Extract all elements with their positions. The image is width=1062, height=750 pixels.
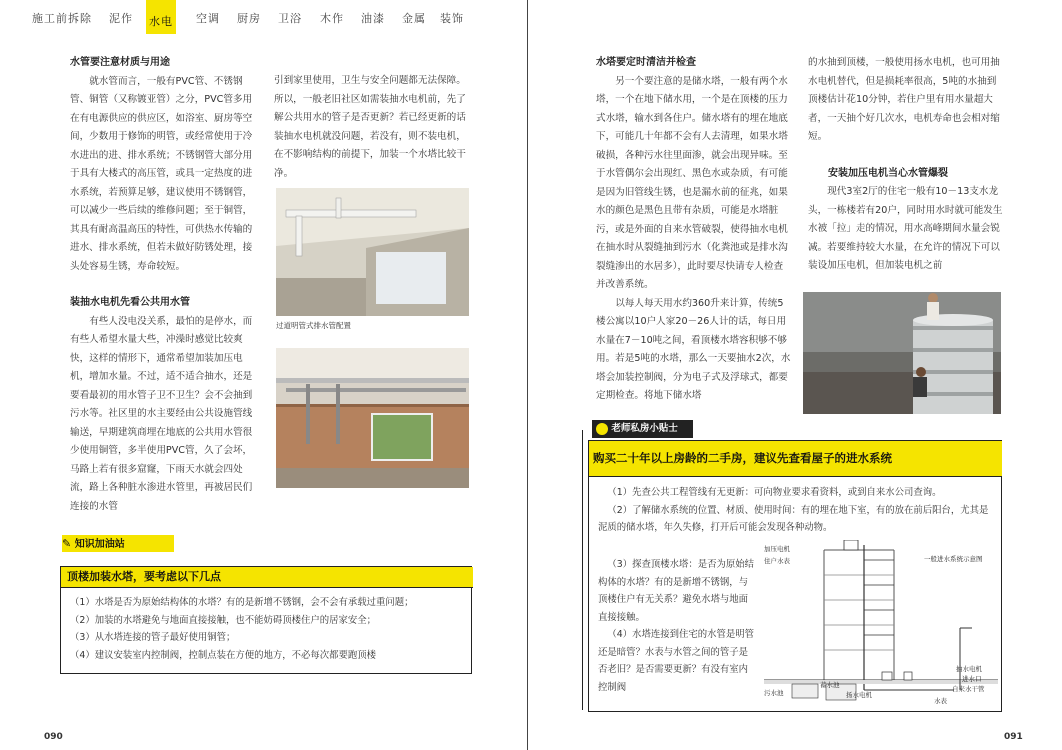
tip-item-3: （3）探查顶楼水塔：是否为原始结构体的水塔？有的是新增不锈钢，与顶楼住户有无关系？避免水塔与地面直接接触。 xyxy=(598,559,754,623)
body-paragraph: 以每人每天用水约360升来计算，传统5楼公寓以10户人家20－26人计的话，每日用水量在7－10吨之间，看顶楼水塔容积够不够用。若是5吨的水塔，那么一天要抽水2次，水塔会加装控制阀，分为电子式及浮球式，都要定期检查。将地下储水塔 xyxy=(596,297,791,401)
nav-item-demolition[interactable]: 拆除 xyxy=(68,12,92,25)
diagram-title: 一般进水系统示意图 xyxy=(924,555,983,563)
knowledge-tab xyxy=(62,535,174,552)
photo-rooftop-water-tank xyxy=(803,292,1001,414)
teacher-tip-tab xyxy=(592,420,693,438)
body-paragraph: 另一个要注意的是储水塔，一般有两个水塔，一个在地下储水用，一个是在顶楼的压力式水塔，输水到各住户。储水塔有的埋在地底下，可能几十年都不会有人去清理，如果水塔破损，各种污水往里面渗，就会出现异味。至于水管偶尔会出现红、黑色水或杂质，有可能是因为旧管线生锈，也是漏水前的征兆，如果水的颜色是黑色且带有杂质，可能是水塔脏污，或是外面的自来水管破裂，使得抽水电机在抽水时从裂缝抽到污水（化粪池或是排水沟裂缝渗出的水居多），此时要尽快请专人检查并改善系统。 xyxy=(596,75,788,290)
right-column-2 xyxy=(808,54,1004,276)
tip-item-4: （4）水塔连接到住宅的水管是明管还是暗管？水表与水管之间的管子是否老旧？是否需要更新？有没有室内控制阀 xyxy=(598,629,754,693)
body-paragraph: 现代3室2厅的住宅一般有10－13支水龙头，一栋楼若有20户，同时用水时就可能发生水被「拉」走的情况，用水高峰期间水量会锐减。若要维持较大水量，在允许的情况下可以装设加压电机，但加装电机之前 xyxy=(808,186,1003,271)
top-category-nav xyxy=(0,0,1062,34)
body-paragraph: 引到家里使用，卫生与安全问题都无法保障。所以，一般老旧社区如需装抽水电机前，先了解公共用水的管子是否更新？若已经更新的话装抽水电机就没问题，若没有，则不装电机，在不影响结构的前提下，加装一个水塔比较干净。 xyxy=(274,75,466,179)
diagram-label-suction-pump: 抽水电机 xyxy=(956,665,982,673)
knowledge-box-title: 顶楼加装水塔，要考虑以下几点 xyxy=(61,567,473,588)
list-item: （4）建议安装室内控制阀，控制点装在方便的地方，不必每次都要跑顶楼 xyxy=(70,649,376,661)
spine-divider xyxy=(527,0,528,750)
section-heading-pipe-materials: 水管要注意材质与用途 xyxy=(70,57,170,68)
nav-item-pre-construction[interactable]: 施工前 xyxy=(32,12,68,25)
nav-item-painting[interactable]: 油漆 xyxy=(361,12,385,25)
list-item: （2）加装的水塔避免与地面直接接触，也不能妨碍顶楼住户的居家安全； xyxy=(70,614,376,626)
left-column-2 xyxy=(274,72,470,183)
photo-caption: 过道明管式排水管配置 xyxy=(276,321,351,330)
nav-item-metal[interactable]: 金属 xyxy=(402,12,426,25)
water-system-diagram xyxy=(764,540,998,708)
diagram-label-storage-pool: 蓄水池 xyxy=(820,681,840,689)
list-item: （3）从水塔连接的管子最好使用铜管； xyxy=(70,632,236,643)
teacher-tip-label: 老师私房小贴士 xyxy=(611,423,678,434)
nav-item-woodwork[interactable]: 木作 xyxy=(320,12,344,25)
diagram-label-water-meter: 水表 xyxy=(934,697,947,705)
diagram-label-sewage-pool: 污水池 xyxy=(764,689,784,697)
diagram-label-inlet: 进水口 xyxy=(962,675,982,683)
tip-item-1: （1）先查公共工程管线有无更新：可向物业要求看资料，或到自来水公司查询。 xyxy=(607,487,942,498)
page-number-left: 090 xyxy=(44,732,63,742)
left-column-1 xyxy=(70,54,260,516)
diagram-label-main-pipe: 自来水干管 xyxy=(952,685,985,693)
body-paragraph: 的水抽到顶楼，一般使用扬水电机，也可用抽水电机替代，但是损耗率很高，5吨的水抽到顶楼估计花10分钟，若住户里有用水量超大者，一天抽个好几次水，电机寿命也会相对缩短。 xyxy=(808,57,1000,142)
diagram-label-lift-pump: 扬水电机 xyxy=(846,691,872,699)
page-number-right: 091 xyxy=(1004,732,1023,742)
knowledge-list xyxy=(70,594,466,664)
nav-item-plumbing-electrical[interactable]: 水电 xyxy=(146,0,176,34)
tip-list-top xyxy=(598,484,994,537)
teacher-face-icon xyxy=(596,423,608,435)
tip-item-2: （2）了解储水系统的位置、材质、使用时间：有的埋在地下室，有的放在前后阳台，尤其是泥质的储水塔，年久失修，打开后可能会发现各种动物。 xyxy=(598,504,989,533)
photo-ceiling-pipes xyxy=(276,188,469,316)
right-page-edge-line xyxy=(582,430,583,710)
nav-item-masonry[interactable]: 泥作 xyxy=(109,12,133,25)
tip-box-title: 购买二十年以上房龄的二手房，建议先查看屋子的进水系统 xyxy=(589,441,1002,477)
nav-item-bathroom[interactable]: 卫浴 xyxy=(278,12,302,25)
right-column-1 xyxy=(596,54,792,406)
section-heading-pump-install: 装抽水电机先看公共用水管 xyxy=(70,297,190,308)
section-heading-booster-pump: 安装加压电机当心水管爆裂 xyxy=(828,167,948,179)
nav-item-decoration[interactable]: 装饰 xyxy=(440,12,464,25)
pencil-icon: ✎ xyxy=(62,537,72,550)
tip-list-narrow xyxy=(598,538,756,696)
diagram-label-booster-pump: 加压电机 xyxy=(764,545,790,553)
body-paragraph: 就水管而言，一般有PVC管、不锈钢管、铜管（又称镀亚管）之分，PVC管多用在有电源供应的供应区，如浴室、厨房等空间，少数用于修饰的明管，或经常使用于冷水进出的进、排水系统；不锈钢管大部分用于具有大楼式的高压管，或具一定热度的进水系统，若预算足够，建议使用不锈钢管，可以减少一些后续的维修问题；至于铜管，其具有耐高温高压的特性，可供热水传输的进水、排水系统，但若未做好防锈处理，接头处容易生锈，寿命较短。 xyxy=(70,75,253,272)
section-heading-tank-cleaning: 水塔要定时清洁并检查 xyxy=(596,57,696,68)
knowledge-tab-label: 知识加油站 xyxy=(74,539,125,550)
diagram-label-household-meter: 住户水表 xyxy=(764,557,790,565)
list-item: （1）水塔是否为原始结构体的水塔？有的是新增不锈钢，会不会有承载过重问题； xyxy=(70,597,414,608)
nav-item-air-conditioning[interactable]: 空调 xyxy=(196,12,220,25)
photo-exposed-pipe-room xyxy=(276,348,469,488)
body-paragraph: 有些人没电没关系，最怕的是停水，而有些人希望水量大些，冲澡时感觉比较爽快，这样的情形下，通常希望加装加压电机，增加水量。不过，适不适合抽水，还是要看最初的用水管子卫不卫生？会不会抽到污水等。社区里的水主要经由公共设施管线输送，早期建筑商埋在地底的公共用水管很少使用铜管，多半使用PVC管，久了会坏，马路上若有很多窟窿，下雨天水就会四处流，路上各种脏水渗进水管里，再被居民们连接的水管 xyxy=(70,315,253,512)
nav-item-kitchen[interactable]: 厨房 xyxy=(237,12,261,25)
